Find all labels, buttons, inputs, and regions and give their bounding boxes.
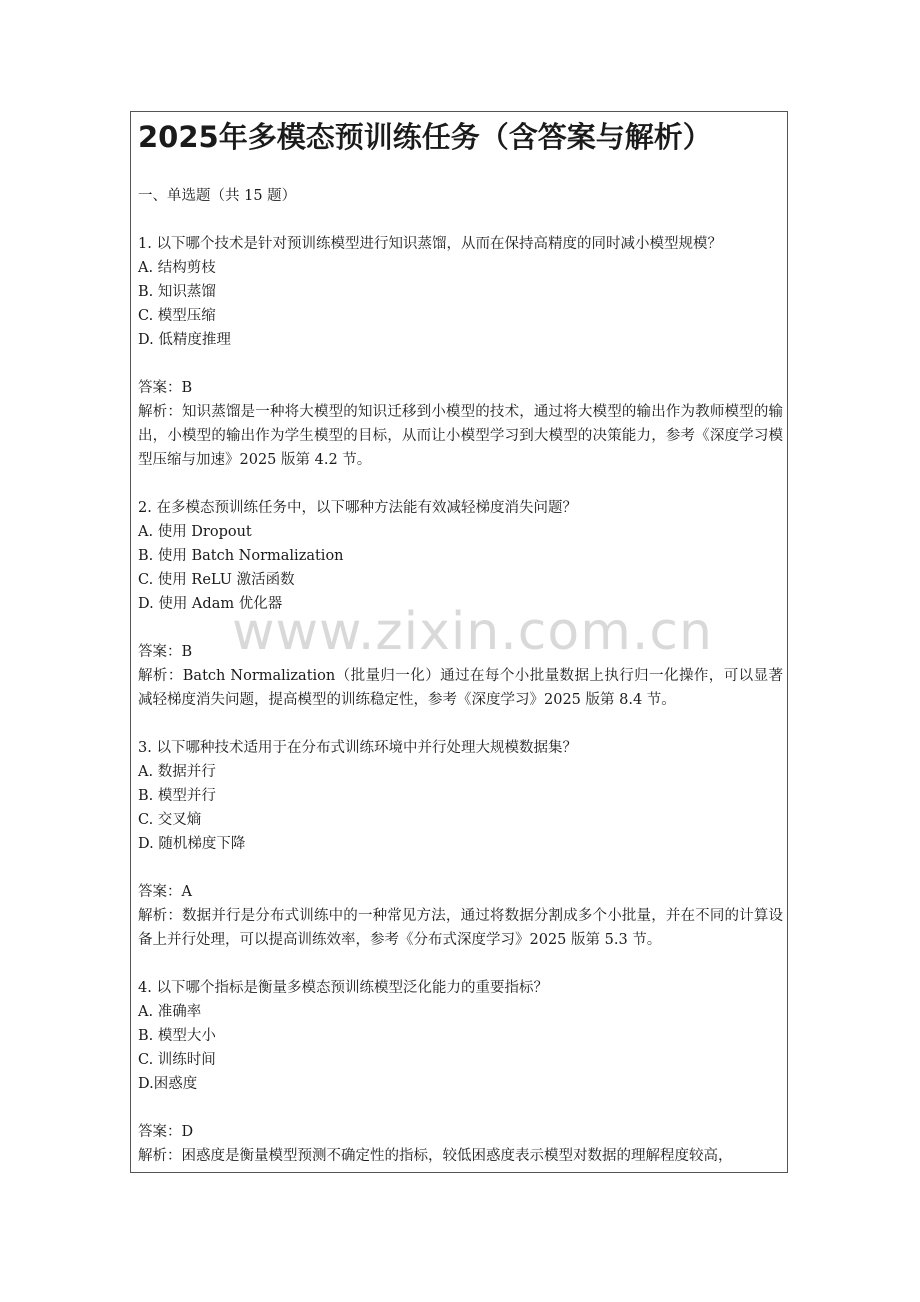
analysis: 解析：数据并行是分布式训练中的一种常见方法，通过将数据分割成多个小批量，并在不同的计算设备上并行处理，可以提高训练效率，参考《分布式深度学习》2025 版第 5.3 节。 bbox=[138, 908, 783, 948]
question-block bbox=[138, 736, 783, 952]
option: B. 模型大小 bbox=[138, 1028, 216, 1044]
option: C. 使用 ReLU 激活函数 bbox=[138, 572, 295, 588]
option: B. 知识蒸馏 bbox=[138, 284, 216, 300]
question-stem: 3. 以下哪种技术适用于在分布式训练环境中并行处理大规模数据集？ bbox=[138, 740, 577, 756]
analysis: 解析：Batch Normalization（批量归一化）通过在每个小批量数据上执行归一化操作，可以显著减轻梯度消失问题，提高模型的训练稳定性，参考《深度学习》2025 版第 8.4 节。 bbox=[138, 668, 783, 708]
option: D. 使用 Adam 优化器 bbox=[138, 596, 283, 612]
answer: 答案：B bbox=[138, 644, 193, 660]
answer: 答案：D bbox=[138, 1124, 194, 1140]
answer: 答案：B bbox=[138, 380, 193, 396]
question-block bbox=[138, 976, 783, 1168]
document-body bbox=[138, 184, 783, 1168]
question-stem: 1. 以下哪个技术是针对预训练模型进行知识蒸馏，从而在保持高精度的同时减小模型规模？ bbox=[138, 236, 722, 252]
option: C. 交叉熵 bbox=[138, 812, 202, 828]
option: A. 数据并行 bbox=[138, 764, 216, 780]
question-block bbox=[138, 496, 783, 712]
answer: 答案：A bbox=[138, 884, 192, 900]
watermark: www.zixin.com.cn bbox=[232, 602, 713, 662]
analysis: 解析：困惑度是衡量模型预测不确定性的指标，较低困惑度表示模型对数据的理解程度较高， bbox=[138, 1148, 733, 1164]
document-title: 2025年多模态预训练任务（含答案与解析） bbox=[138, 120, 712, 154]
analysis: 解析：知识蒸馏是一种将大模型的知识迁移到小模型的技术，通过将大模型的输出作为教师模型的输出，小模型的输出作为学生模型的目标，从而让小模型学习到大模型的决策能力，参考《深度学习模型压缩与加速》2025 版第 4.2 节。 bbox=[138, 404, 783, 468]
option: A. 使用 Dropout bbox=[138, 524, 252, 540]
option: C. 训练时间 bbox=[138, 1052, 216, 1068]
option: D.困惑度 bbox=[138, 1076, 198, 1092]
question-stem: 4. 以下哪个指标是衡量多模态预训练模型泛化能力的重要指标？ bbox=[138, 980, 548, 996]
option: A. 结构剪枝 bbox=[138, 260, 216, 276]
option: B. 模型并行 bbox=[138, 788, 216, 804]
option: D. 随机梯度下降 bbox=[138, 836, 246, 852]
question-block bbox=[138, 232, 783, 472]
option: C. 模型压缩 bbox=[138, 308, 216, 324]
option: A. 准确率 bbox=[138, 1004, 202, 1020]
option: B. 使用 Batch Normalization bbox=[138, 548, 344, 564]
section-heading: 一、单选题（共 15 题） bbox=[138, 188, 297, 204]
question-stem: 2. 在多模态预训练任务中，以下哪种方法能有效减轻梯度消失问题？ bbox=[138, 500, 577, 516]
option: D. 低精度推理 bbox=[138, 332, 231, 348]
